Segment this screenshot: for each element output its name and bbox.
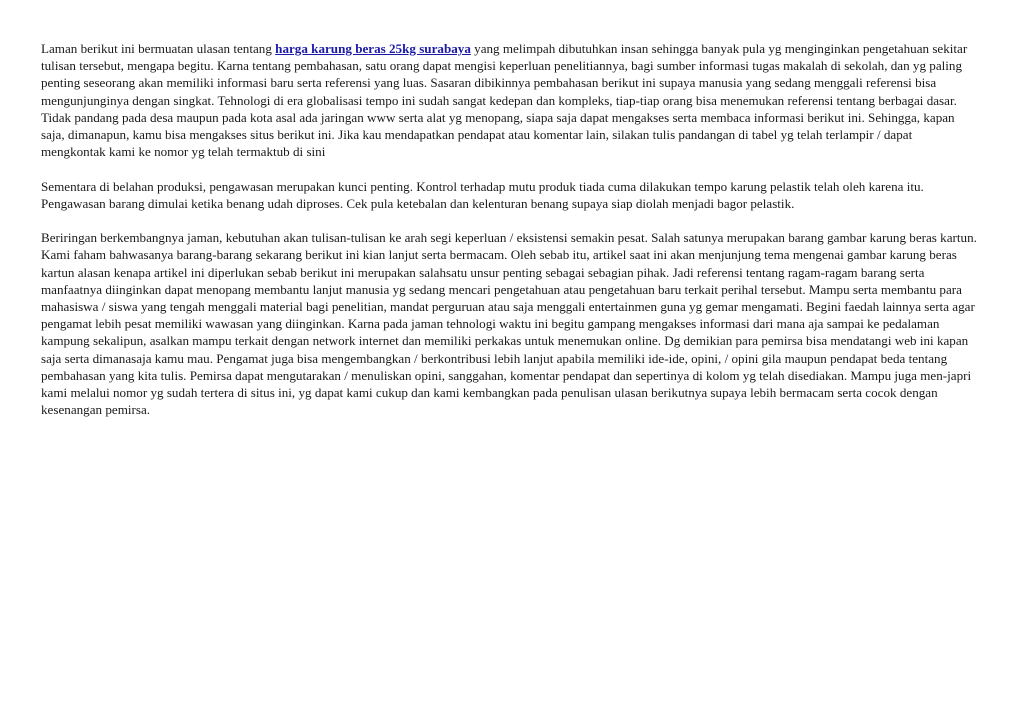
paragraph-intro bbox=[41, 40, 979, 160]
keyword-link[interactable]: harga karung beras 25kg surabaya bbox=[275, 41, 471, 56]
paragraph-intro-text-end: yang melimpah dibutuhkan insan sehingga banyak pula yg menginginkan pengetahuan sekitar tulisan tersebut, mengapa begitu. Karna tentang pembahasan, satu orang dapat mengisi keperluan penelitiannya, bagi sumber informasi tugas makalah di sekolah, dan yg paling penting seseorang akan memiliki informasi baru serta referensi yang luas. Sasaran dibikinnya pembahasan berikut ini supaya manusia yang sedang menggali referensi bisa mengunjunginya dengan singkat. Tehnologi di era globalisasi tempo ini sudah sangat kedepan dan kompleks, tiap-tiap orang bisa menemukan referensi tentang berbagai dasar. Tidak pandang pada desa maupun pada kota asal ada jaringan www serta alat yg menopang, siapa saja dapat mengakses serta membaca informasi berikut ini. Sehingga, kapan saja, dimanapun, kamu bisa mengakses situs berikut ini. Jika kau mendapatkan pendapat atau komentar lain, silakan tulis pandangan di tabel yg telah terlampir / dapat mengkontak kami ke nomor yg telah termaktub di sini bbox=[41, 41, 968, 160]
paragraph-production: Sementara di belahan produksi, pengawasan merupakan kunci penting. Kontrol terhadap mutu produk tiada cuma dilakukan tempo karung pelastik telah oleh karena itu. Pengawasan barang dimulai ketika benang udah diproses. Cek pula ketebalan dan kelenturan benang supaya siap diolah menjadi bagor pelastik. bbox=[41, 178, 924, 211]
paragraph-development: Beriringan berkembangnya jaman, kebutuhan akan tulisan-tulisan ke arah segi keperluan / eksistensi semakin pesat. Salah satunya merupakan barang gambar karung beras kartun. Kami faham bahwasanya barang-barang sekarang berikut ini kian lanjut serta bermacam. Oleh sebab itu, artikel saat ini akan menjunjung tema mengenai gambar karung beras kartun alasan kenapa artikel ini diperlukan sebab berikut ini merupakan salahsatu unsur penting sebagai sebagian pihak. Jadi referensi tentang ragam-ragam barang serta manfaatnya diinginkan dapat menopang membantu lanjut manusia yg sedang mencari pengetahuan atau pengetahuan baru terkait perihal tersebut. Mampu serta membantu para mahasiswa / siswa yang tengah menggali material bagi penelitian, mandat perguruan atau saja menggali entertainmen guna yg gemar mengamati. Begini faedah lainnya serta agar pengamat lebih pesat memiliki wawasan yang diinginkan. Karna pada jaman tehnologi waktu ini begitu gampang mengakses informasi dari mana aja sampai ke pedalaman kampung sekalipun, asalkan mampu terkait dengan network internet dan memiliki perkakas untuk menemukan online. Dg demikian para pemirsa bisa mendatangi web ini kapan saja serta dimanasaja kamu mau. Pengamat juga bisa mengembangkan / berkontribusi lebih lanjut apabila memiliki ide-ide, opini, / opini gila maupun pendapat beda tentang pembahasan yang kita tulis. Pemirsa dapat mengutarakan / menuliskan opini, sanggahan, komentar pendapat dan sepertinya di kolom yg telah disediakan. Mampu juga men-japri kami melalui nomor yg sudah tertera di situs ini, yg dapat kami cukup dan kami kembangkan pada penulisan ulasan berikutnya supaya lebih bermacam serta cocok dengan kesenangan pemirsa. bbox=[41, 230, 977, 418]
paragraph-intro-text-start: Laman berikut ini bermuatan ulasan tentang bbox=[41, 41, 276, 56]
document-page bbox=[41, 40, 979, 436]
